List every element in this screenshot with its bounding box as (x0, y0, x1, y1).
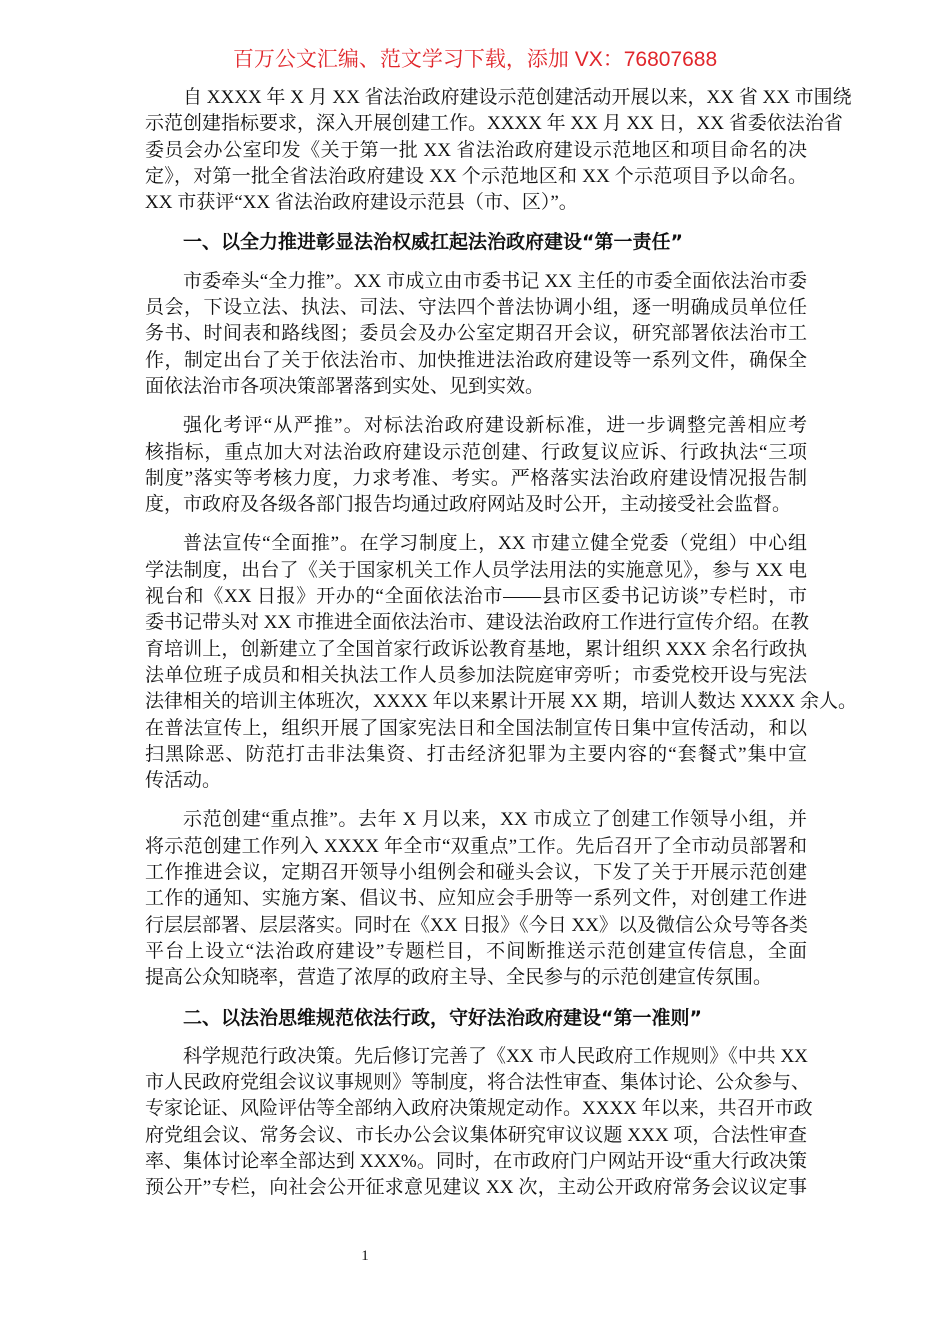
paragraph-line: 作，制定出台了关于依法治市、加快推进法治政府建设等一系列文件，确保全 (145, 349, 807, 371)
paragraph-line: 普法宣传“全面推”。在学习制度上，XX 市建立健全党委（党组）中心组 (183, 533, 807, 555)
paragraph-line: 市人民政府党组会议议事规则》等制度，将合法性审查、集体讨论、公众参与、 (145, 1072, 811, 1094)
paragraph-line: 制度”落实等考核力度，力求考准、考实。严格落实法治政府建设情况报告制 (145, 467, 807, 489)
paragraph-line: 法单位班子成员和相关执法工作人员参加法院庭审旁听；市委党校开设与宪法 (145, 664, 807, 686)
paragraph-line: 率、集体讨论率全部达到 XXX%。同时，在市政府门户网站开设“重大行政决策 (145, 1150, 807, 1172)
paragraph (145, 413, 807, 518)
paragraph (145, 531, 857, 794)
paragraph-line: 工作推进会议，定期召开领导小组例会和碰头会议，下发了关于开展示范创建 (145, 862, 807, 884)
watermark-banner: 百万公文汇编、范文学习下载，添加 VX：76807688 (232, 48, 718, 71)
paragraph-line: 度，市政府及各级各部门报告均通过政府网站及时公开，主动接受社会监督。 (145, 494, 792, 516)
section-heading: 二、以法治思维规范依法行政，守好法治政府建设“第一准则” (183, 1006, 702, 1029)
paragraph-line: 委书记带头对 XX 市推进全面依法治市、建设法治政府工作进行宣传介绍。在教 (145, 612, 809, 634)
paragraph-line: 核指标，重点加大对法治政府建设示范创建、行政复议应诉、行政执法“三项 (145, 441, 807, 463)
paragraph-line: 专家论证、风险评估等全部纳入政府决策规定动作。XXXX 年以来，共召开市政 (145, 1098, 813, 1120)
paragraph-line: 育培训上，创新建立了全国首家行政诉讼教育基地，累计组织 XXX 余名行政执 (145, 638, 807, 660)
paragraph-line: 传活动。 (145, 770, 222, 792)
paragraph-line: 将示范创建工作列入 XXXX 年全市“双重点”工作。先后召开了全市动员部署和 (145, 835, 807, 857)
paragraph-line: 委员会办公室印发《关于第一批 XX 省法治政府建设示范地区和项目命名的决 (145, 139, 807, 161)
paragraph-line: 强化考评“从严推”。对标法治政府建设新标准，进一步调整完善相应考 (183, 415, 807, 437)
page-number: 1 (361, 1248, 369, 1264)
paragraph-line: 平台上设立“法治政府建设”专题栏目，不间断推送示范创建宣传信息，全面 (145, 940, 807, 962)
paragraph-line: 自 XXXX 年 X 月 XX 省法治政府建设示范创建活动开展以来，XX 省 XX 市围绕 (183, 87, 852, 108)
paragraph-line: 视台和《XX 日报》开办的“全面依法治市——县市区委书记访谈”专栏时，市 (145, 586, 807, 608)
paragraph-line: 科学规范行政决策。先后修订完善了《XX 市人民政府工作规则》《中共 XX (183, 1045, 808, 1067)
paragraph (145, 1044, 813, 1202)
paragraph-line: 预公开”专栏，向社会公开征求意见建议 XX 次，主动公开政府常务会议议定事 (145, 1177, 807, 1199)
paragraph-line: 行层层部署、层层落实。同时在《XX 日报》《今日 XX》以及微信公众号等各类 (145, 914, 808, 936)
paragraph-line: 定》，对第一批全省法治政府建设 XX 个示范地区和 XX 个示范项目予以命名。 (145, 165, 807, 187)
paragraph-line: 员会，下设立法、执法、司法、守法四个普法协调小组，逐一明确成员单位任 (145, 297, 807, 319)
document-body (145, 85, 857, 1215)
paragraph-line: 提高公众知晓率，营造了浓厚的政府主导、全民参与的示范创建宣传氛围。 (145, 967, 773, 989)
paragraph-line: 工作的通知、实施方案、倡议书、应知应会手册等一系列文件，对创建工作进 (145, 888, 807, 910)
paragraph-line: 市委牵头“全力推”。XX 市成立由市委书记 XX 主任的市委全面依法治市委 (183, 270, 807, 292)
paragraph-line: 面依法治市各项决策部署落到实处、见到实效。 (145, 375, 545, 397)
paragraph-line: 学法制度，出台了《关于国家机关工作人员学法用法的实施意见》，参与 XX 电 (145, 559, 807, 581)
paragraph-line: XX 市获评“XX 省法治政府建设示范县（市、区）”。 (145, 192, 578, 214)
paragraph-line: 法律相关的培训主体班次，XXXX 年以来累计开展 XX 期，培训人数达 XXXX 余人。 (145, 691, 857, 713)
paragraph (145, 85, 852, 216)
paragraph-line: 在普法宣传上，组织开展了国家宪法日和全国法制宣传日集中宣传活动，和以 (145, 717, 807, 739)
paragraph-line: 务书、时间表和路线图；委员会及办公室定期召开会议，研究部署依法治市工 (145, 323, 807, 345)
paragraph-line: 扫黑除恶、防范打击非法集资、打击经济犯罪为主要内容的“套餐式”集中宣 (145, 743, 807, 765)
paragraph-line: 示范创建指标要求，深入开展创建工作。XXXX 年 XX 月 XX 日，XX 省委依法治省 (145, 113, 843, 135)
paragraph (145, 269, 807, 400)
paragraph-line: 府党组会议、常务会议、市长办公会议集体研究审议议题 XXX 项，合法性审查 (145, 1124, 807, 1146)
section-heading: 一、以全力推进彰显法治权威扛起法治政府建设“第一责任” (183, 231, 683, 254)
paragraph (145, 807, 807, 991)
paragraph-line: 示范创建“重点推”。去年 X 月以来，XX 市成立了创建工作领导小组，并 (183, 809, 807, 831)
